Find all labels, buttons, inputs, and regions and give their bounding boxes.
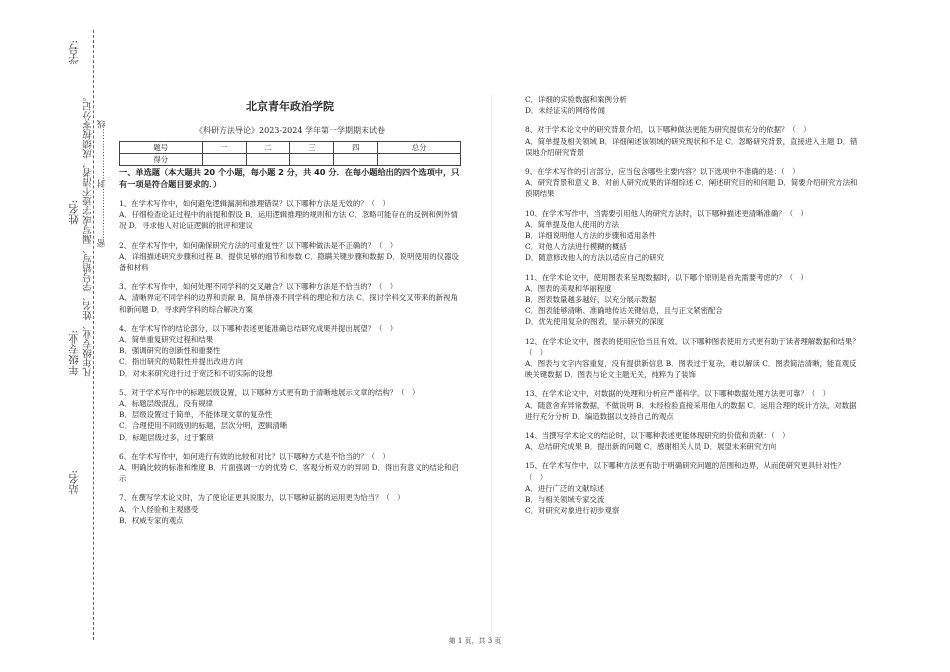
score-cell: 一 bbox=[202, 142, 246, 154]
question-option: C．指出研究的局限性并提出改进方向 bbox=[119, 357, 243, 367]
question-block bbox=[525, 94, 863, 116]
section-heading: 一、单选题（本大题共 20 个小题，每小题 2 分，共 40 分．在每小题给出的四个选项中，只有一项是符合题目要求的．） bbox=[119, 167, 460, 189]
question-option: D．对未来研究进行过于宽泛和不切实际的设想 bbox=[119, 368, 273, 378]
question-block bbox=[525, 430, 863, 452]
question-stem: 13、在学术论文中，对数据的处理和分析应严谨科学。以下哪种数据处理方法更可靠？（ ） bbox=[525, 389, 831, 399]
seal-dashed-line bbox=[93, 30, 94, 640]
question-option: C．详细的实验数据和案例分析 bbox=[525, 95, 627, 104]
question-block bbox=[119, 323, 461, 379]
score-table-header-row bbox=[120, 142, 461, 154]
question-stem: 8、对于学术论文中的研究背景介绍，以下哪种做法更能为研究提供充分的依据？（ ） bbox=[525, 125, 811, 135]
question-option: B．图表数量越多越好，以充分展示数据 bbox=[525, 295, 657, 305]
major-label: 年级专业: bbox=[68, 330, 80, 376]
question-stem: 14、当撰写学术论文的结论时，以下哪种表述更能体现研究的价值和贡献：（ ） bbox=[525, 431, 790, 441]
exam-title: 《科研方法导论》2023-2024 学年第一学期期末试卷 bbox=[195, 126, 385, 135]
student-id-label: 学号: bbox=[68, 40, 80, 65]
question-option: D．未经证实的网络传闻 bbox=[525, 106, 605, 116]
question-option: C．图表能够清晰、准确地传达关键信息，且与正文紧密配合 bbox=[525, 306, 723, 316]
question-option: A．进行广泛的文献综述 bbox=[525, 483, 605, 493]
question-option: B．强调研究的创新性和重要性 bbox=[119, 346, 221, 356]
question-block bbox=[525, 388, 863, 422]
question-option: A．个人经验和主观感受 bbox=[119, 504, 199, 514]
score-input-cell bbox=[202, 154, 246, 166]
question-block bbox=[119, 281, 461, 315]
question-option: A．仔细检查论证过程中的前提和假设 B．运用逻辑推理的规则和方法 C．忽略可能存在的反例和例外情况 D．寻求他人对论证逻辑的批评和建议 bbox=[119, 210, 458, 231]
question-stem: 6、在学术写作中，如何进行有效的比较和对比？以下哪种方式是不恰当的？（ ） bbox=[119, 451, 390, 461]
question-option: A．明确比较的标准和维度 B．片面强调一方的优势 C．客观分析双方的异同 D．得出有意义的结论和启示 bbox=[119, 463, 459, 484]
question-stem: 1、在学术写作中，如何避免逻辑漏洞和推理错误？以下哪种方法是无效的？（ ） bbox=[119, 199, 390, 208]
question-stem: 3、在学术写作中，如何处理不同学科的交叉融合？以下哪种方法是不恰当的？（ ） bbox=[119, 282, 398, 292]
name-label: 姓名: bbox=[68, 200, 80, 225]
binding-warning: 凡年级专业、姓名、学号错写、漏写或字迹不清者，成绩按零分记。 bbox=[83, 92, 94, 377]
question-option: A．总结研究成果 B．提出新的问题 C．感谢相关人员 D．展望未来研究方向 bbox=[525, 442, 777, 452]
question-option: A．简单重复研究过程和结果 bbox=[119, 335, 214, 345]
question-stem: 9、在学术写作的引言部分，应当包含哪些主要内容？以下选项中不准确的是：（ ） bbox=[525, 167, 800, 177]
seal-line-text: 密………………封………………线 bbox=[97, 120, 107, 248]
score-table-score-row bbox=[120, 154, 461, 166]
score-cell: 得分 bbox=[120, 154, 203, 166]
question-option: D．标题层级过多，过于繁琐 bbox=[119, 432, 214, 442]
column-divider bbox=[491, 94, 492, 634]
question-option: D．优先使用复杂的图表，显示研究的深度 bbox=[525, 317, 664, 327]
score-input-cell bbox=[290, 154, 334, 166]
question-option: C．对研究对象进行初步观察 bbox=[525, 506, 620, 516]
question-option: B．与相关领域专家交流 bbox=[525, 495, 605, 505]
question-option: B．详细说明他人方法的步骤和适用条件 bbox=[525, 231, 657, 241]
score-cell: 四 bbox=[334, 142, 378, 154]
question-option: B．权威专家的观点 bbox=[119, 515, 184, 525]
exam-site-label: 站名: bbox=[68, 470, 80, 495]
score-input-cell bbox=[378, 154, 461, 166]
question-block bbox=[525, 336, 863, 381]
question-option: A．详细描述研究步骤和过程 B．提供足够的细节和参数 C．隐瞒关键步骤和数据 D．说明使用的仪器设备和材料 bbox=[119, 251, 459, 273]
question-stem: 11、在学术论文中，使用图表来呈现数据时，以下哪个原则是首先需要考虑的？（ ） bbox=[525, 272, 808, 282]
question-option: A．图表的美观和华丽程度 bbox=[525, 283, 612, 293]
score-input-cell bbox=[246, 154, 290, 166]
question-option: D．随意修改他人的方法以适应自己的研究 bbox=[525, 253, 664, 263]
question-option: A．清晰界定不同学科的边界和贡献 B．简单拼凑不同学科的理论和方法 C．探讨学科交叉带来的新视角和新问题 D．寻求跨学科的综合解决方案 bbox=[119, 293, 458, 314]
left-column bbox=[119, 167, 461, 526]
question-stem: 10、在学术写作中，当需要引用他人的研究方法时，以下哪种描述更清晰准确？（ ） bbox=[525, 208, 808, 218]
score-input-cell bbox=[334, 154, 378, 166]
question-stem: 15、在学术写作中，以下哪种方法更有助于明确研究问题的范围和边界，从而使研究更具针对性？（ ） bbox=[525, 461, 845, 482]
question-block bbox=[119, 240, 461, 274]
question-option: A．简单提及相关领域 B．详细阐述该领域的研究现状和不足 C．忽略研究背景，直接进入主题 D．错误地介绍研究背景 bbox=[525, 136, 858, 157]
question-block bbox=[525, 208, 863, 264]
score-cell: 题号 bbox=[120, 142, 203, 154]
question-option: A．随意舍弃异常数据，不做说明 B．未经检验直接采用他人的数据 C．运用合理的统计方法，对数据进行充分分析 D．编造数据以支持自己的观点 bbox=[525, 400, 857, 421]
page-footer: 第 1 页，共 3 页 bbox=[448, 637, 502, 645]
score-cell: 总分 bbox=[378, 142, 461, 154]
question-block bbox=[525, 124, 863, 158]
question-block bbox=[525, 166, 863, 200]
question-option: C．对他人方法进行模糊的概括 bbox=[525, 242, 627, 252]
score-cell: 二 bbox=[246, 142, 290, 154]
right-question-list bbox=[525, 94, 863, 517]
question-option: A．标题层级混乱，没有规律 bbox=[119, 399, 214, 409]
question-block bbox=[119, 451, 461, 485]
score-table bbox=[119, 141, 461, 166]
question-block bbox=[525, 460, 863, 516]
question-stem: 12、在学术论文中，图表的使用应恰当且有效。以下哪种图表使用方式更有助于读者理解数据和结果？（ ） bbox=[525, 336, 860, 357]
question-block bbox=[119, 492, 461, 526]
question-stem: 7、在撰写学术论文时，为了使论证更具说服力，以下哪种证据的运用更为恰当？（ ） bbox=[119, 493, 405, 503]
school-title: 北京青年政治学院 bbox=[246, 100, 334, 113]
left-question-list bbox=[119, 198, 461, 526]
question-block bbox=[525, 272, 863, 328]
question-stem: 2、在学术写作中，如何确保研究方法的可重复性？以下哪种做法是不正确的？（ ） bbox=[119, 240, 398, 250]
right-column bbox=[525, 94, 863, 517]
question-block bbox=[119, 387, 461, 443]
question-option: A．研究背景和意义 B．对前人研究成果的详细综述 C．阐述研究目的和问题 D．简要介绍研究方法和预期结果 bbox=[525, 178, 858, 199]
score-cell: 三 bbox=[290, 142, 334, 154]
question-option: C．合理使用不同级别的标题，层次分明，逻辑清晰 bbox=[119, 421, 288, 431]
question-option: A．简单提及他人使用的方法 bbox=[525, 219, 620, 229]
question-option: A．图表与文字内容重复，没有提供新信息 B．图表过于复杂，难以解读 C．图表简洁清晰，能直观反映关键数据 D．图表与论文主题无关，纯粹为了装饰 bbox=[525, 359, 857, 380]
question-stem: 5、对于学术写作中的标题层级设置，以下哪种方式更有助于清晰地展示文章的结构？（ ） bbox=[119, 387, 420, 397]
question-block bbox=[119, 198, 461, 232]
question-stem: 4、在学术写作的结论部分，以下哪种表述更能准确总结研究成果并提出展望？（ ） bbox=[119, 323, 398, 333]
question-option: B．层级设置过于简单，不能体现文章的复杂性 bbox=[119, 410, 273, 420]
